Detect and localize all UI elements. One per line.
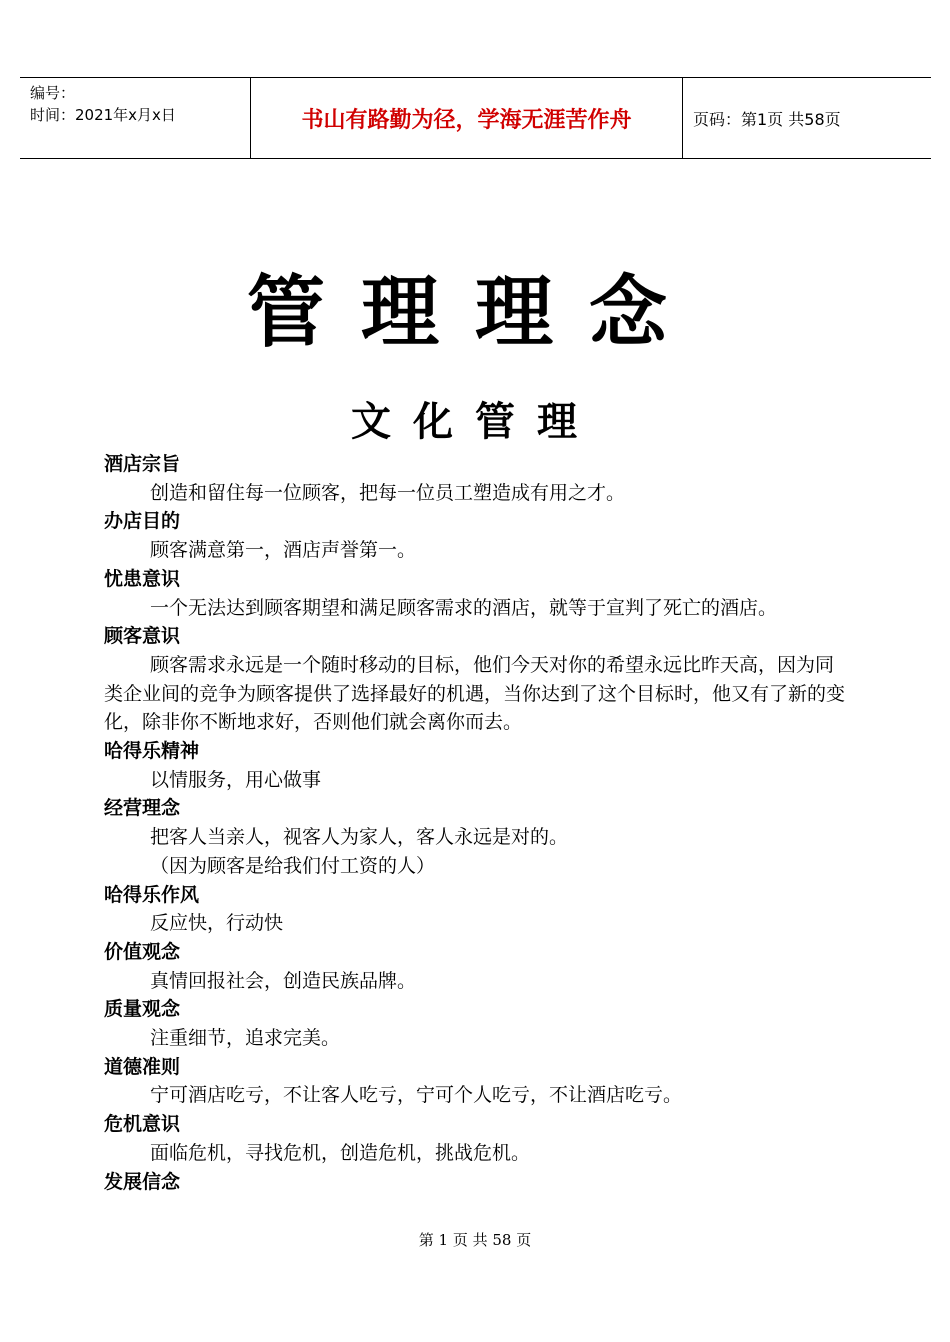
section-heading: 道德准则 — [104, 1055, 181, 1078]
section-heading: 发展信念 — [104, 1170, 181, 1193]
header-meta — [20, 78, 251, 158]
section-heading: 哈得乐作风 — [104, 883, 200, 906]
section-heading: 顾客意识 — [104, 625, 181, 648]
section-paragraph: （因为顾客是给我们付工资的人） — [150, 854, 436, 877]
section-paragraph: 面临危机，寻找危机，创造危机，挑战危机。 — [150, 1141, 531, 1164]
section-heading: 办店目的 — [104, 510, 181, 533]
section-paragraph: 创造和留住每一位顾客，把每一位员工塑造成有用之才。 — [150, 481, 626, 504]
page-footer: 第 1 页 共 58 页 — [418, 1231, 532, 1249]
document-time-label: 时间：2021年x月x日 — [30, 106, 176, 124]
page-header — [20, 77, 931, 159]
section-paragraph: 真情回报社会，创造民族品牌。 — [150, 969, 417, 992]
section-paragraph: 一个无法达到顾客期望和满足顾客需求的酒店，就等于宣判了死亡的酒店。 — [150, 596, 778, 619]
section-paragraph: 把客人当亲人，视客人为家人，客人永远是对的。 — [150, 826, 569, 849]
section-heading: 忧患意识 — [104, 567, 181, 590]
header-page-number: 页码：第1页 共58页 — [693, 109, 841, 129]
section-paragraph: 顾客满意第一，酒店声誉第一。 — [150, 539, 417, 562]
header-motto: 书山有路勤为径，学海无涯苦作舟 — [251, 78, 683, 158]
document-title: 管理理念 — [246, 268, 703, 358]
section-heading: 价值观念 — [104, 940, 181, 963]
section-heading: 危机意识 — [104, 1113, 181, 1136]
section-paragraph: 以情服务，用心做事 — [150, 768, 322, 791]
section-heading: 酒店宗旨 — [104, 453, 181, 475]
document-body — [104, 450, 849, 1196]
section-paragraph: 反应快，行动快 — [150, 912, 284, 935]
section-heading: 哈得乐精神 — [104, 740, 200, 763]
section-heading: 质量观念 — [104, 998, 181, 1021]
section-paragraph: 宁可酒店吃亏，不让客人吃亏，宁可个人吃亏，不让酒店吃亏。 — [150, 1084, 683, 1107]
section-heading: 经营理念 — [104, 797, 181, 820]
section-paragraph: 注重细节，追求完美。 — [150, 1027, 341, 1050]
section-paragraph: 顾客需求永远是一个随时移动的目标，他们今天对你的希望永远比昨天高，因为同类企业间的竞争为顾客提供了选择最好的机遇，当你达到了这个目标时，他又有了新的变化，除非你不断地求好，否则他们就会离你而去。 — [104, 653, 846, 734]
document-number-label: 编号： — [30, 84, 76, 102]
section-title: 文化管理 — [351, 399, 599, 445]
